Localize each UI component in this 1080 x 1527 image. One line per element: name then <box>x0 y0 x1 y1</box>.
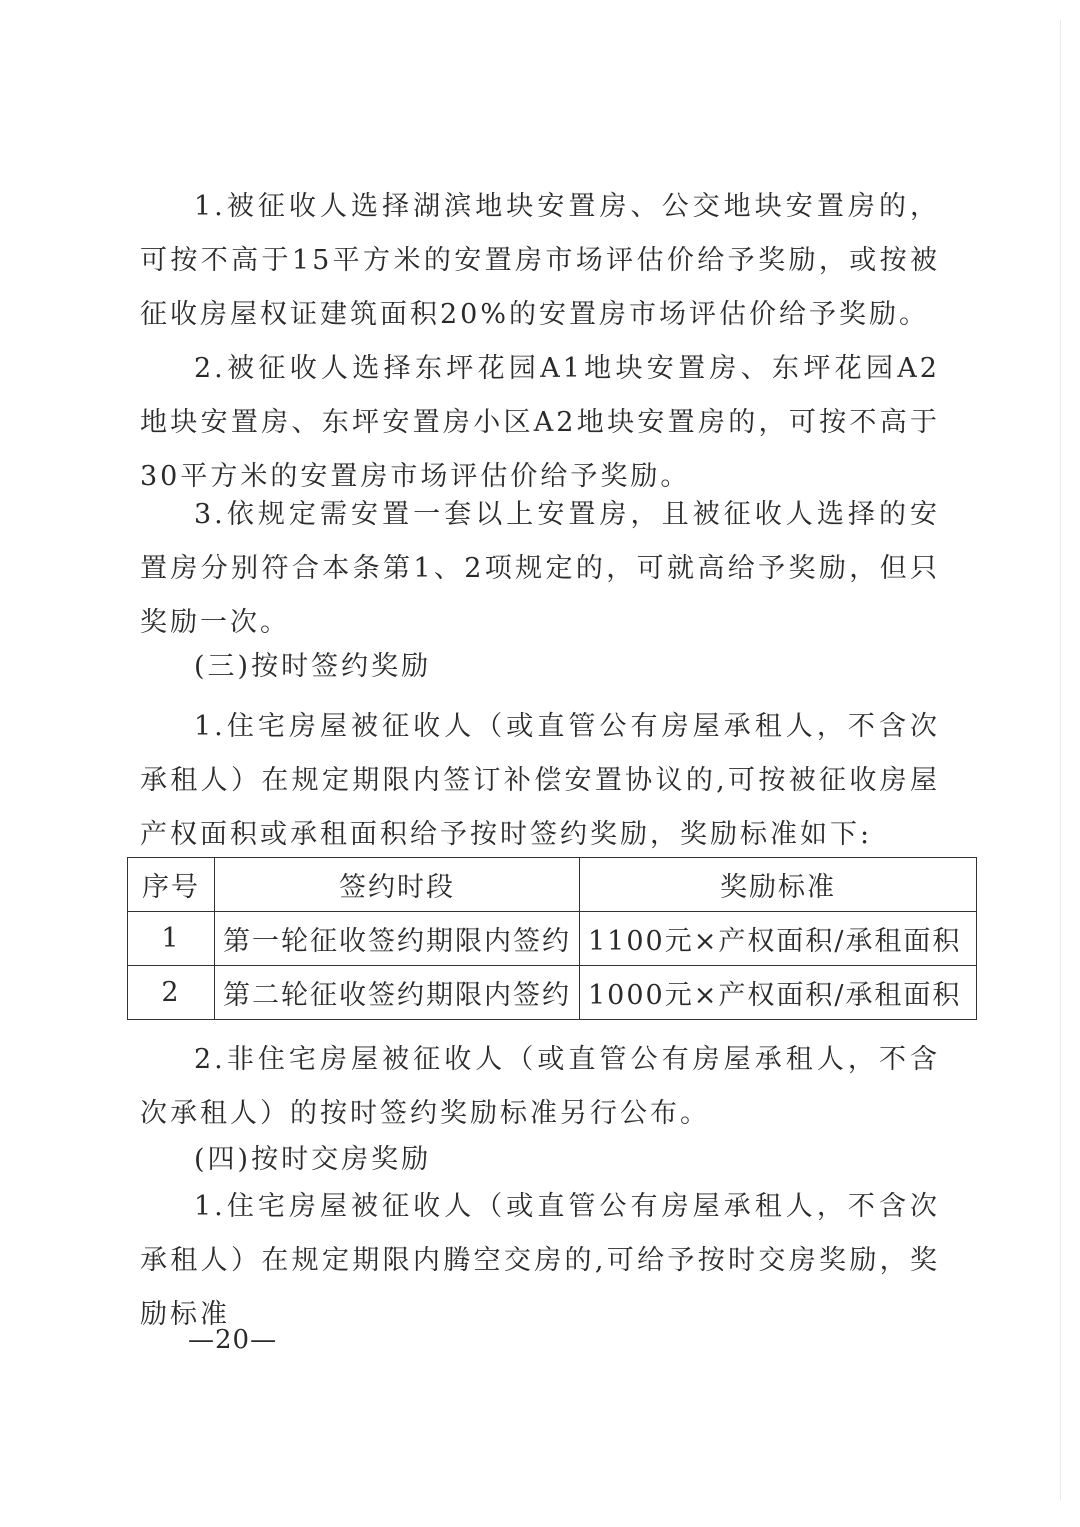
table-row <box>128 966 977 1020</box>
table-cell-standard: 1000元×产权面积/承租面积 <box>580 966 977 1020</box>
scan-edge-divider <box>1060 20 1061 1500</box>
reward-table <box>127 857 977 1020</box>
table-header-cell: 奖励标准 <box>580 858 977 912</box>
table-cell-index: 2 <box>128 966 215 1020</box>
table-header-row <box>128 858 977 912</box>
table-cell-index: 1 <box>128 912 215 966</box>
table-row <box>128 912 977 966</box>
table-header-cell: 序号 <box>128 858 215 912</box>
paragraph-5: 2.非住宅房屋被征收人（或直管公有房屋承租人，不含次承租人）的按时签约奖励标准另行公布。 <box>140 1044 940 1129</box>
paragraph-1: 1.被征收人选择湖滨地块安置房、公交地块安置房的，可按不高于15平方米的安置房市场评估价给予奖励，或按被征收房屋权证建筑面积20%的安置房市场评估价给予奖励。 <box>140 191 940 330</box>
table-cell-standard: 1100元×产权面积/承租面积 <box>580 912 977 966</box>
section-heading-3: (三)按时签约奖励 <box>194 651 432 682</box>
paragraph-2: 2.被征收人选择东坪花园A1地块安置房、东坪花园A2地块安置房、东坪安置房小区A2地块安置房的，可按不高于30平方米的安置房市场评估价给予奖励。 <box>140 353 940 492</box>
paragraph-6: 1.住宅房屋被征收人（或直管公有房屋承租人，不含次承租人）在规定期限内腾空交房的,可给予按时交房奖励，奖励标准 <box>140 1191 940 1330</box>
table-header-cell: 签约时段 <box>215 858 580 912</box>
section-heading-4: (四)按时交房奖励 <box>194 1144 432 1175</box>
paragraph-3: 3.依规定需安置一套以上安置房，且被征收人选择的安置房分别符合本条第1、2项规定的，可就高给予奖励，但只奖励一次。 <box>140 499 940 638</box>
page-number: —20— <box>188 1325 278 1355</box>
table-cell-period: 第一轮征收签约期限内签约 <box>215 912 580 966</box>
paragraph-4: 1.住宅房屋被征收人（或直管公有房屋承租人，不含次承租人）在规定期限内签订补偿安置协议的,可按被征收房屋产权面积或承租面积给予按时签约奖励，奖励标准如下: <box>140 711 940 850</box>
table-cell-period: 第二轮征收签约期限内签约 <box>215 966 580 1020</box>
